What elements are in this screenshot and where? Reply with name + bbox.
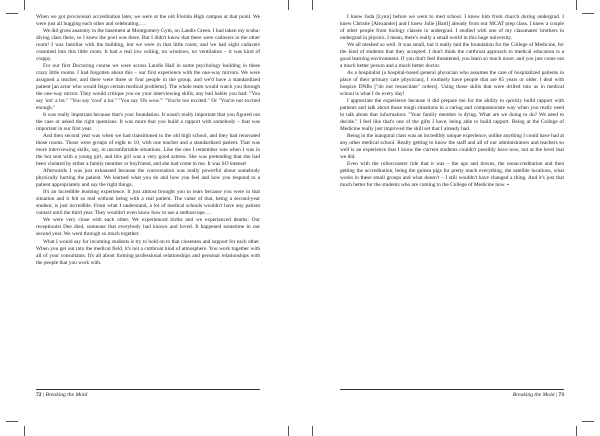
left-page-footer xyxy=(36,389,260,398)
paragraph: As a hospitalist [a hospital-based general physician who assumes the care of hospitalized patients in place of their primary care physician], I routinely have people that are 85 years or older. I deal with hospice DNRs ["do not resuscitate" orders]. Using those skills that were drilled into us in medical school is what I do every day! xyxy=(340,70,564,98)
right-page xyxy=(340,14,564,421)
paragraph: When we got provisional accreditation later, we were at the old Florida High campus at that point. We were just all hugging each other and celebrating…. xyxy=(36,14,260,28)
running-title: Breaking the Mold xyxy=(512,391,555,398)
right-page-body xyxy=(340,14,564,189)
crop-mark xyxy=(312,426,313,436)
crop-mark xyxy=(6,421,18,422)
paragraph: We were very close with each other. We experienced births and we experienced deaths: Our receptionist Dee died, someone that everybody had known and loved. It happened sometime in our second year. We went through so much together. xyxy=(36,217,260,238)
paragraph: What I would say for incoming students is try to hold on to that closeness and support for each other. When you get out into the medical field, it's not a cutthroat kind of atmosphere. You work together with all of your consultants. It's all about forming professional relationships and personal relationships with the people that you work with. xyxy=(36,238,260,266)
page-number: 72 xyxy=(36,391,42,398)
paragraph: I appreciate the experience because it did prepare me for the ability to quickly build rapport with patients and talk about those tough situations in a caring and compassionate way when you really need to talk about that information: "Your family member is dying. What are we doing to do? We need to decide." I feel like that's one of the gifts I have, being able to build rapport. Being at the College of Medicine really just improved the skill set that I already had. xyxy=(340,98,564,133)
paragraph: For our first Doctoring course we were across Landis Hall in some psychology building in these crazy little rooms. I had forgotten about this – our first experience with the one-way mirrors. We were assigned a teacher, and there were three or four people in the group, and we'd have a standardized patient [an actor who would feign certain medical problems]. The whole team would watch you through the one-way mirror. They would critique you on your interviewing skills, any bad habits you had: "You say 'um' a lot." "You say 'cool' a lot." "You say 'Oh wow.'" "You're too excited." Or "You're not excited enough." xyxy=(36,63,260,112)
paragraph: We did gross anatomy in the basement at Montgomery Gym, on Landis Green. I had taken my scuba-diving class there, so I knew the pool was there. But I didn't know that there were cadavers in the other room! I was familiar with the building, but we were in that little room, and we had eight cadavers crammed into this little room. It had a real low ceiling, no windows, no ventilation – it was kind of crappy. xyxy=(36,28,260,63)
crop-mark xyxy=(576,0,577,10)
crop-mark xyxy=(582,421,594,422)
end-mark-icon: ▪ xyxy=(506,183,509,189)
paragraph-text: Even with the rollercoaster ride that it was – the ups and downs, the nonaccreditation and then getting the accreditation, being the guinea pigs for pretty much everything, the satellite locations, what works in these small groups and what doesn't – I still wouldn't have changed a thing. And it's just that much better for the students who are coming to the College of Medicine now. xyxy=(340,161,564,189)
footer-separator: | xyxy=(555,391,559,398)
crop-mark xyxy=(24,426,25,436)
crop-mark xyxy=(312,0,313,10)
paragraph: It's an incredible learning experience. It just almost brought you to tears because you were in that situation and it felt so real without being with a real patient. The value of that, being a second-year student, is just incredible. From what I understand, a lot of medical schools wouldn't have any patient contact until the third year. They wouldn't even know how to use a stethoscope…. xyxy=(36,189,260,217)
crop-mark xyxy=(288,0,289,10)
crop-mark xyxy=(24,0,25,10)
paragraph: Being in the inaugural class was an incredibly unique experience, unlike anything I could have had at any other medical school. Really getting to know the staff and all of our administrators and teachers so well is an experience that I know the current students couldn't possibly have now, not at the level that we did. xyxy=(340,133,564,161)
crop-mark xyxy=(288,426,289,436)
paragraph xyxy=(340,161,564,189)
right-page-footer xyxy=(340,389,564,398)
paragraph: It was really important because that's your foundation. It wasn't really important that you figured out the case or asked the right questions. It was more that you build a rapport with somebody – that was important in our first year. xyxy=(36,112,260,133)
crop-mark xyxy=(582,13,594,14)
paragraph: We all meshed so well. It was small, but it really laid the foundation for the College of Medicine, for the kind of students that they accepted. I don't think the cutthroat approach to medical education is a good learning environment. If you don't feel threatened, you learn so much more, and you just come out a much better person and a much better doctor. xyxy=(340,42,564,70)
crop-mark xyxy=(6,13,18,14)
crop-mark xyxy=(576,426,577,436)
left-page xyxy=(36,14,260,421)
running-title: Breaking the Mold xyxy=(45,391,88,398)
page-number: 73 xyxy=(558,391,564,398)
footer-separator: | xyxy=(43,391,46,398)
left-page-body xyxy=(36,14,260,267)
paragraph: Afterwards I was just exhausted because the conversation was really powerful about somebody physically hurting the patient. We learned what you do and how you feel and how you respond to a patient appropriately and say the right things. xyxy=(36,168,260,189)
paragraph: And then second year was when we had transitioned to the old high school, and they had renovated those rooms. Those were groups of eight to 10, with one teacher and a standardized patient. That was more interviewing skills, say, in uncomfortable situations. Like the one I remember was when I was in the hot seat with a young girl, and this girl was a very good actress. She was pretending that she had been violated by either a family member or boyfriend, and she had come to me. It was SO intense! xyxy=(36,133,260,168)
paragraph: I knew Joda [Lynn] before we went to med school. I knew him from church during undergrad. I knew Christie [Alexander] and I knew Julie [Bartl] already from our MCAT prep class. I knew a couple of other people from biology classes in undergrad. I studied with one of my classmates' brothers in undergrad in physics. I mean, there's really a small world in this huge university. xyxy=(340,14,564,42)
